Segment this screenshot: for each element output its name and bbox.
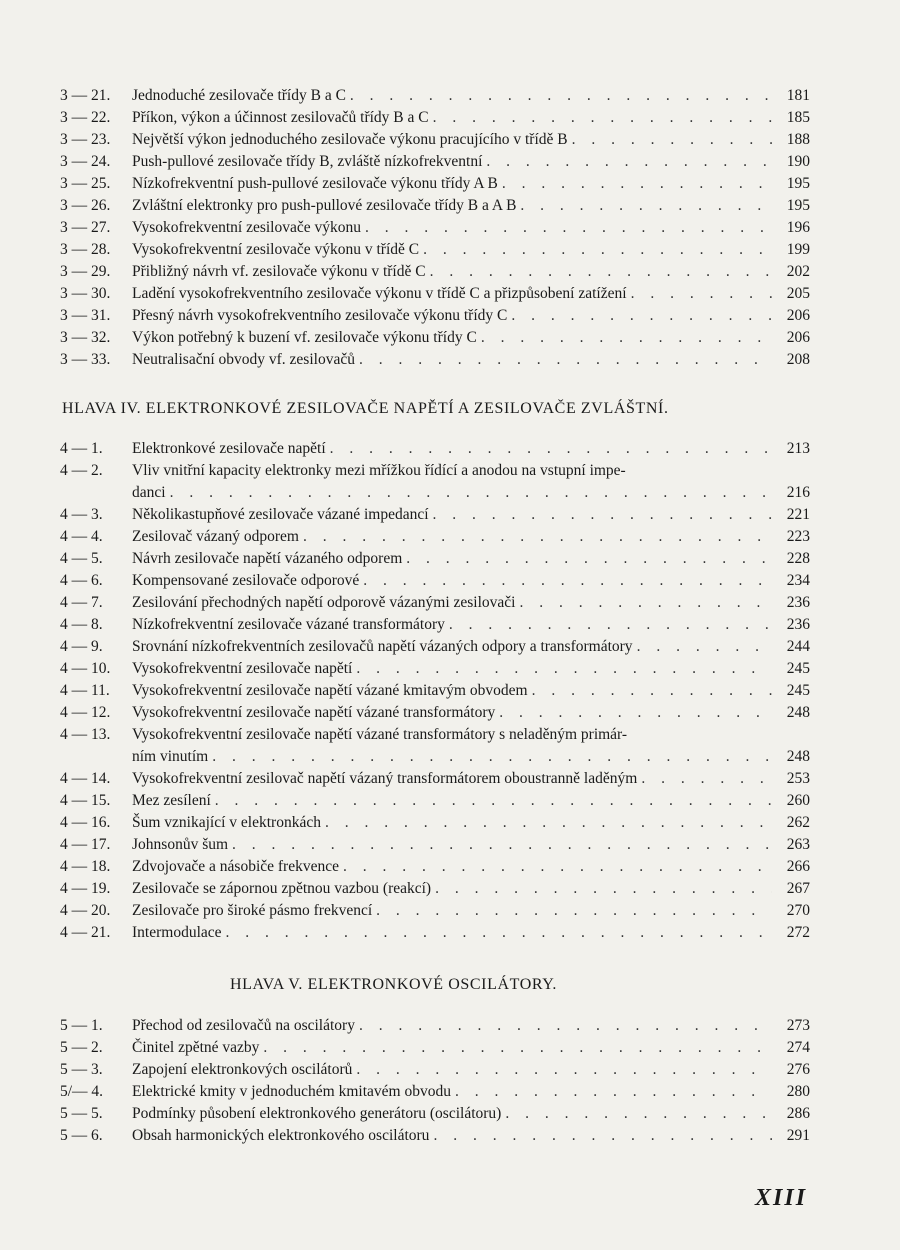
entry-page: 195 <box>786 175 810 192</box>
entry-page: 248 <box>786 748 810 765</box>
entry-number: 4 — 6. <box>60 572 103 589</box>
entry-title: Elektrické kmity v jednoduchém kmitavém obvodu <box>132 1083 451 1100</box>
entry-page: 273 <box>786 1017 810 1034</box>
entry-title: Šum vznikající v elektronkách <box>132 814 321 831</box>
leader-dots <box>532 680 772 702</box>
toc-entry <box>60 1125 810 1147</box>
entry-title: Přibližný návrh vf. zesilovače výkonu v třídě C <box>132 263 426 280</box>
leader-dots <box>499 702 772 724</box>
entry-page: 206 <box>786 307 810 324</box>
entry-number: 3 — 32. <box>60 329 111 346</box>
leader-dots <box>325 812 772 834</box>
toc-entry <box>60 834 810 856</box>
entry-page: 236 <box>786 616 810 633</box>
entry-title: Vysokofrekventní zesilovače výkonu v třídě C <box>132 241 420 258</box>
entry-page: 196 <box>786 219 810 236</box>
entry-title: Nízkofrekventní push-pullové zesilovače výkonu třídy A B <box>132 175 498 192</box>
toc-entry <box>60 1037 810 1059</box>
entry-page: 263 <box>786 836 810 853</box>
entry-page: 244 <box>786 638 810 655</box>
leader-dots <box>359 349 772 371</box>
entry-title-continued: ním vinutím <box>132 748 209 765</box>
entry-number: 3 — 25. <box>60 175 111 192</box>
entry-title: Nízkofrekventní zesilovače vázané transformátory <box>132 616 445 633</box>
entry-page: 274 <box>786 1039 810 1056</box>
leader-dots <box>449 614 772 636</box>
leader-dots <box>356 1059 772 1081</box>
entry-title: Vysokofrekventní zesilovače napětí vázané transformátory s neladěným primár- <box>132 726 628 743</box>
entry-title: Činitel zpětné vazby <box>132 1039 260 1056</box>
entry-title: Přesný návrh vysokofrekventního zesilovače výkonu třídy C <box>132 307 508 324</box>
toc-entry <box>60 349 810 371</box>
entry-number: 4 — 14. <box>60 770 111 787</box>
entry-title: Jednoduché zesilovače třídy B a C <box>132 87 346 104</box>
leader-dots <box>430 261 772 283</box>
entry-title: Srovnání nízkofrekventních zesilovačů napětí vázaných odpory a transformátory <box>132 638 633 655</box>
leader-dots <box>505 1103 772 1125</box>
leader-dots <box>433 1125 772 1147</box>
entry-page: 223 <box>786 528 810 545</box>
entry-title: Několikastupňové zesilovače vázané impedancí <box>132 506 429 523</box>
leader-dots <box>376 900 772 922</box>
entry-number: 3 — 33. <box>60 351 111 368</box>
entry-page: 245 <box>786 682 810 699</box>
entry-page: 272 <box>786 924 810 941</box>
leader-dots <box>330 438 772 460</box>
entry-number: 5 — 5. <box>60 1105 103 1122</box>
entry-number: 4 — 16. <box>60 814 111 831</box>
entry-number: 3 — 31. <box>60 307 111 324</box>
toc-entry <box>60 151 810 173</box>
leader-dots <box>631 283 772 305</box>
leader-dots <box>511 305 772 327</box>
toc-entry <box>60 1015 810 1037</box>
leader-dots <box>343 856 772 878</box>
entry-title: Výkon potřebný k buzení vf. zesilovače výkonu třídy C <box>132 329 477 346</box>
entry-title: Zvláštní elektronky pro push-pullové zesilovače třídy B a A B <box>132 197 517 214</box>
entry-number: 5 — 1. <box>60 1017 103 1034</box>
entry-title: Obsah harmonických elektronkového oscilátoru <box>132 1127 430 1144</box>
entry-title: Zesilovač vázaný odporem <box>132 528 299 545</box>
entry-page: 181 <box>786 87 810 104</box>
toc-entry <box>60 768 810 790</box>
leader-dots <box>641 768 772 790</box>
toc-entry <box>60 526 810 548</box>
entry-page: 205 <box>786 285 810 302</box>
entry-number: 5 — 6. <box>60 1127 103 1144</box>
entry-number: 4 — 13. <box>60 726 111 743</box>
entry-title: Zapojení elektronkových oscilátorů <box>132 1061 353 1078</box>
entry-title: Příkon, výkon a účinnost zesilovačů třídy B a C <box>132 109 429 126</box>
entry-title: Návrh zesilovače napětí vázaného odporem <box>132 550 403 567</box>
toc-entry <box>60 504 810 526</box>
toc-entry <box>60 173 810 195</box>
entry-title-continued: danci <box>132 484 166 501</box>
toc-entry <box>60 1081 810 1103</box>
toc-entry <box>60 217 810 239</box>
entry-number: 4 — 12. <box>60 704 111 721</box>
toc-entry <box>60 680 810 702</box>
toc-entry <box>60 1103 810 1125</box>
toc-entry <box>60 570 810 592</box>
entry-title: Mez zesílení <box>132 792 211 809</box>
toc-entry <box>60 548 810 570</box>
toc-entry <box>60 636 810 658</box>
entry-number: 4 — 8. <box>60 616 103 633</box>
entry-number: 3 — 21. <box>60 87 111 104</box>
entry-title: Johnsonův šum <box>132 836 229 853</box>
entry-page: 245 <box>786 660 810 677</box>
entry-page: 216 <box>786 484 810 501</box>
toc-entry <box>60 261 810 283</box>
toc-entry <box>60 724 810 746</box>
leader-dots <box>433 107 772 129</box>
toc-section-4 <box>60 438 810 944</box>
leader-dots <box>232 834 772 856</box>
leader-dots <box>303 526 772 548</box>
entry-page: 248 <box>786 704 810 721</box>
entry-number: 4 — 18. <box>60 858 111 875</box>
entry-number: 3 — 22. <box>60 109 111 126</box>
leader-dots <box>350 85 772 107</box>
entry-page: 276 <box>786 1061 810 1078</box>
entry-page: 185 <box>786 109 810 126</box>
chapter-heading-iv: HLAVA IV. ELEKTRONKOVÉ ZESILOVAČE NAPĚTÍ A ZESILOVAČE ZVLÁŠTNÍ. <box>62 400 669 417</box>
entry-number: 3 — 27. <box>60 219 111 236</box>
entry-number: 4 — 5. <box>60 550 103 567</box>
leader-dots <box>572 129 772 151</box>
entry-number: 4 — 21. <box>60 924 111 941</box>
toc-section-3 <box>60 85 810 371</box>
entry-title: Ladění vysokofrekventního zesilovače výkonu v třídě C a přizpůsobení zatížení <box>132 285 627 302</box>
entry-title: Kompensované zesilovače odporové <box>132 572 360 589</box>
toc-entry <box>60 129 810 151</box>
entry-title: Zdvojovače a násobiče frekvence <box>132 858 339 875</box>
toc-entry <box>60 85 810 107</box>
entry-page: 291 <box>786 1127 810 1144</box>
entry-title: Elektronkové zesilovače napětí <box>132 440 326 457</box>
chapter-heading-v: HLAVA V. ELEKTRONKOVÉ OSCILÁTORY. <box>230 976 557 993</box>
leader-dots <box>215 790 772 812</box>
entry-title: Vysokofrekventní zesilovače napětí vázané kmitavým obvodem <box>132 682 528 699</box>
toc-entry <box>60 658 810 680</box>
entry-page: 236 <box>786 594 810 611</box>
entry-number: 5 — 3. <box>60 1061 103 1078</box>
toc-entry <box>60 592 810 614</box>
toc-entry <box>60 922 810 944</box>
entry-number: 3 — 26. <box>60 197 111 214</box>
entry-number: 4 — 4. <box>60 528 103 545</box>
entry-page: 190 <box>786 153 810 170</box>
entry-page: 267 <box>786 880 810 897</box>
entry-page: 280 <box>786 1083 810 1100</box>
leader-dots <box>435 878 772 900</box>
toc-entry <box>60 327 810 349</box>
entry-title: Přechod od zesilovačů na oscilátory <box>132 1017 355 1034</box>
entry-number: 4 — 20. <box>60 902 111 919</box>
leader-dots <box>520 592 773 614</box>
toc-entry <box>60 812 810 834</box>
toc-entry <box>60 283 810 305</box>
entry-page: 221 <box>786 506 810 523</box>
entry-number: 5/— 4. <box>60 1083 104 1100</box>
toc-entry <box>60 878 810 900</box>
entry-number: 4 — 11. <box>60 682 110 699</box>
entry-title: Vysokofrekventní zesilovače napětí vázané transformátory <box>132 704 496 721</box>
leader-dots <box>226 922 772 944</box>
entry-page: 213 <box>786 440 810 457</box>
entry-number: 4 — 7. <box>60 594 103 611</box>
entry-page: 228 <box>786 550 810 567</box>
entry-page: 262 <box>786 814 810 831</box>
entry-title: Zesilovače pro široké pásmo frekvencí <box>132 902 373 919</box>
toc-entry <box>60 702 810 724</box>
leader-dots <box>170 482 772 504</box>
entry-page: 253 <box>786 770 810 787</box>
entry-title: Vysokofrekventní zesilovač napětí vázaný transformátorem oboustranně laděným <box>132 770 638 787</box>
entry-title: Zesilování přechodných napětí odporově vázanými zesilovači <box>132 594 516 611</box>
leader-dots <box>481 327 772 349</box>
entry-number: 3 — 28. <box>60 241 111 258</box>
entry-number: 4 — 15. <box>60 792 111 809</box>
entry-number: 3 — 24. <box>60 153 111 170</box>
toc-entry <box>60 790 810 812</box>
toc-entry <box>60 900 810 922</box>
toc-entry <box>60 305 810 327</box>
entry-number: 4 — 2. <box>60 462 103 479</box>
toc-entry-continuation <box>60 746 810 768</box>
entry-title: Vliv vnitřní kapacity elektronky mezi mřížkou řídící a anodou na vstupní impe- <box>132 462 626 479</box>
toc-section-5 <box>60 1015 810 1147</box>
entry-number: 4 — 3. <box>60 506 103 523</box>
entry-title: Podmínky působení elektronkového generátoru (oscilátoru) <box>132 1105 502 1122</box>
entry-number: 4 — 1. <box>60 440 103 457</box>
entry-number: 5 — 2. <box>60 1039 103 1056</box>
leader-dots <box>486 151 772 173</box>
leader-dots <box>365 217 772 239</box>
toc-entry <box>60 195 810 217</box>
entry-title: Neutralisační obvody vf. zesilovačů <box>132 351 355 368</box>
toc-entry <box>60 438 810 460</box>
toc-entry <box>60 107 810 129</box>
leader-dots <box>455 1081 772 1103</box>
leader-dots <box>433 504 772 526</box>
entry-page: 195 <box>786 197 810 214</box>
entry-page: 286 <box>786 1105 810 1122</box>
entry-number: 4 — 10. <box>60 660 111 677</box>
entry-page: 188 <box>786 131 810 148</box>
entry-title: Největší výkon jednoduchého zesilovače výkonu pracujícího v třídě B <box>132 131 568 148</box>
entry-title: Intermodulace <box>132 924 222 941</box>
entry-number: 4 — 9. <box>60 638 103 655</box>
leader-dots <box>359 1015 772 1037</box>
leader-dots <box>637 636 772 658</box>
toc-entry <box>60 614 810 636</box>
page-number: XIII <box>755 1185 808 1211</box>
toc-entry <box>60 856 810 878</box>
entry-page: 199 <box>786 241 810 258</box>
entry-title: Push-pullové zesilovače třídy B, zvláště nízkofrekventní <box>132 153 483 170</box>
entry-page: 266 <box>786 858 810 875</box>
entry-number: 3 — 30. <box>60 285 111 302</box>
toc-entry <box>60 460 810 482</box>
entry-page: 202 <box>786 263 810 280</box>
entry-number: 4 — 17. <box>60 836 111 853</box>
entry-page: 270 <box>786 902 810 919</box>
leader-dots <box>212 746 772 768</box>
leader-dots <box>263 1037 772 1059</box>
toc-entry-continuation <box>60 482 810 504</box>
leader-dots <box>356 658 772 680</box>
entry-page: 234 <box>786 572 810 589</box>
leader-dots <box>423 239 772 261</box>
entry-title: Vysokofrekventní zesilovače výkonu <box>132 219 361 236</box>
toc-entry <box>60 1059 810 1081</box>
entry-number: 4 — 19. <box>60 880 111 897</box>
entry-page: 206 <box>786 329 810 346</box>
leader-dots <box>520 195 772 217</box>
toc-entry <box>60 239 810 261</box>
entry-number: 3 — 29. <box>60 263 111 280</box>
entry-title: Zesilovače se zápornou zpětnou vazbou (reakcí) <box>132 880 432 897</box>
entry-title: Vysokofrekventní zesilovače napětí <box>132 660 353 677</box>
leader-dots <box>406 548 772 570</box>
entry-page: 260 <box>786 792 810 809</box>
entry-number: 3 — 23. <box>60 131 111 148</box>
leader-dots <box>502 173 772 195</box>
entry-page: 208 <box>786 351 810 368</box>
leader-dots <box>363 570 772 592</box>
